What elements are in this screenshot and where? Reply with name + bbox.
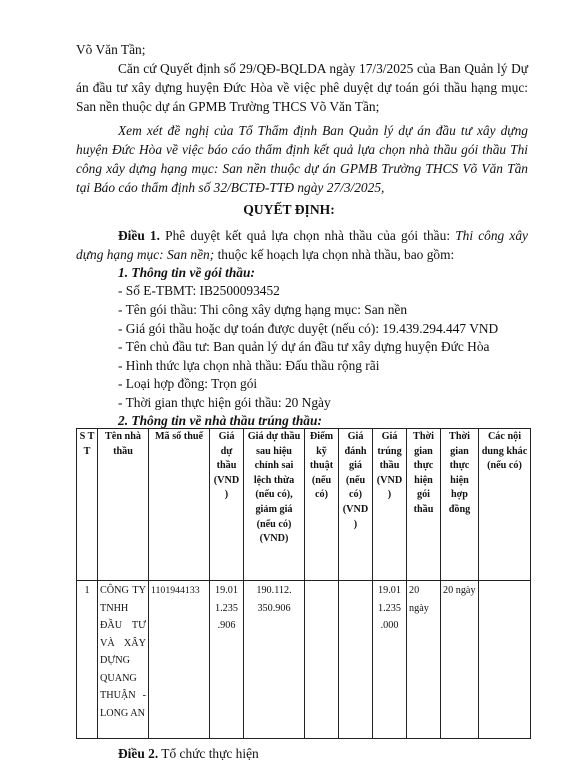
package-info-item: - Tên chủ đầu tư: Ban quản lý dự án đầu tư xây dựng huyện Đức Hòa — [118, 339, 490, 354]
article-1-label: Điều 1. — [118, 228, 160, 243]
col-header-contract-duration: Thời gian thực hiện hợp đồng — [441, 429, 479, 581]
cell-bid-price: 19.01 1.235 .906 — [210, 581, 244, 739]
legal-basis-paragraph: Căn cứ Quyết định số 29/QĐ-BQLDA ngày 17/3/2025 của Ban Quản lý Dự án đầu tư xây dựng huyện Đức Hòa về việc phê duyệt dự toán gói thầu hạng mục: San nền thuộc dự án GPMB Trường THCS Võ Văn Tần; — [76, 61, 528, 114]
cell-adjusted-price: 190.112. 350.906 — [244, 581, 305, 739]
cell-winning-price: 19.01 1.235 .000 — [373, 581, 407, 739]
decision-title: QUYẾT ĐỊNH: — [243, 202, 335, 217]
winning-contractor-table — [76, 428, 531, 739]
package-info-item: - Hình thức lựa chọn nhà thầu: Đấu thầu rộng rãi — [118, 358, 380, 373]
table-row — [77, 581, 531, 739]
cell-contractor-name: CÔNG TY TNHH ĐẦU TƯ VÀ XÂY DỰNG QUANG THUẬN - LONG AN — [98, 581, 149, 739]
section-2-heading: 2. Thông tin về nhà thầu trúng thầu: — [118, 413, 322, 428]
cell-other — [479, 581, 531, 739]
package-info-item: - Loại hợp đồng: Trọn gói — [118, 376, 258, 391]
cell-tax-code: 1101944133 — [149, 581, 210, 739]
cell-technical-score — [305, 581, 339, 739]
col-header-evaluated-price: Giá đánh giá (nếu có) (VND ) — [339, 429, 373, 581]
col-header-contractor-name: Tên nhà thầu — [98, 429, 149, 581]
col-header-technical-score: Điểm kỹ thuật (nếu có) — [305, 429, 339, 581]
package-info-item: - Tên gói thầu: Thi công xây dựng hạng mục: San nền — [118, 302, 408, 317]
package-info-item: - Giá gói thầu hoặc dự toán được duyệt (nếu có): 19.439.294.447 VND — [118, 321, 499, 336]
article-1-text-a: Phê duyệt kết quả lựa chọn nhà thầu của gói thầu: — [159, 228, 456, 243]
cell-contract-duration: 20 ngày — [441, 581, 479, 739]
article-2-text: Tổ chức thực hiện — [158, 746, 259, 761]
review-paragraph: Xem xét đề nghị của Tổ Thẩm định Ban Quản lý dự án đầu tư xây dựng huyện Đức Hòa về việc báo cáo thẩm định kết quả lựa chọn nhà thầu gói thầu Thi công xây dựng hạng mục: San nền thuộc dự án GPMB Trường THCS Võ Văn Tần tại Báo cáo thẩm định số 32/BCTĐ-TTĐ ngày 27/3/2025, — [76, 123, 528, 195]
article-1-text-b: Thi công xây dựng hạng mục: San nền; — [76, 228, 528, 262]
col-header-bid-price: Giá dự thầu (VND ) — [210, 429, 244, 581]
cell-stt: 1 — [77, 581, 98, 739]
col-header-other: Các nội dung khác (nếu có) — [479, 429, 531, 581]
cell-evaluated-price — [339, 581, 373, 739]
article-2-label: Điều 2. — [118, 746, 159, 761]
col-header-adjusted-price: Giá dự thầu sau hiệu chỉnh sai lệch thừa (nếu có), giảm giá (nếu có) (VND) — [244, 429, 305, 581]
package-info-item: - Số E-TBMT: IB2500093452 — [118, 283, 280, 298]
section-1-heading: 1. Thông tin về gói thầu: — [118, 265, 255, 280]
article-2 — [118, 744, 259, 763]
article-1 — [76, 226, 528, 264]
continued-line: Võ Văn Tần; — [76, 42, 146, 57]
package-info-item: - Thời gian thực hiện gói thầu: 20 Ngày — [118, 395, 331, 410]
col-header-tax-code: Mã số thuế — [149, 429, 210, 581]
article-1-text-c: thuộc kế hoạch lựa chọn nhà thầu, bao gồm: — [214, 247, 455, 262]
col-header-winning-price: Giá trúng thầu (VND ) — [373, 429, 407, 581]
col-header-stt: S T T — [77, 429, 98, 581]
col-header-package-duration: Thời gian thực hiện gói thầu — [407, 429, 441, 581]
table-header-row — [77, 429, 531, 581]
cell-package-duration: 20 ngày — [407, 581, 441, 739]
